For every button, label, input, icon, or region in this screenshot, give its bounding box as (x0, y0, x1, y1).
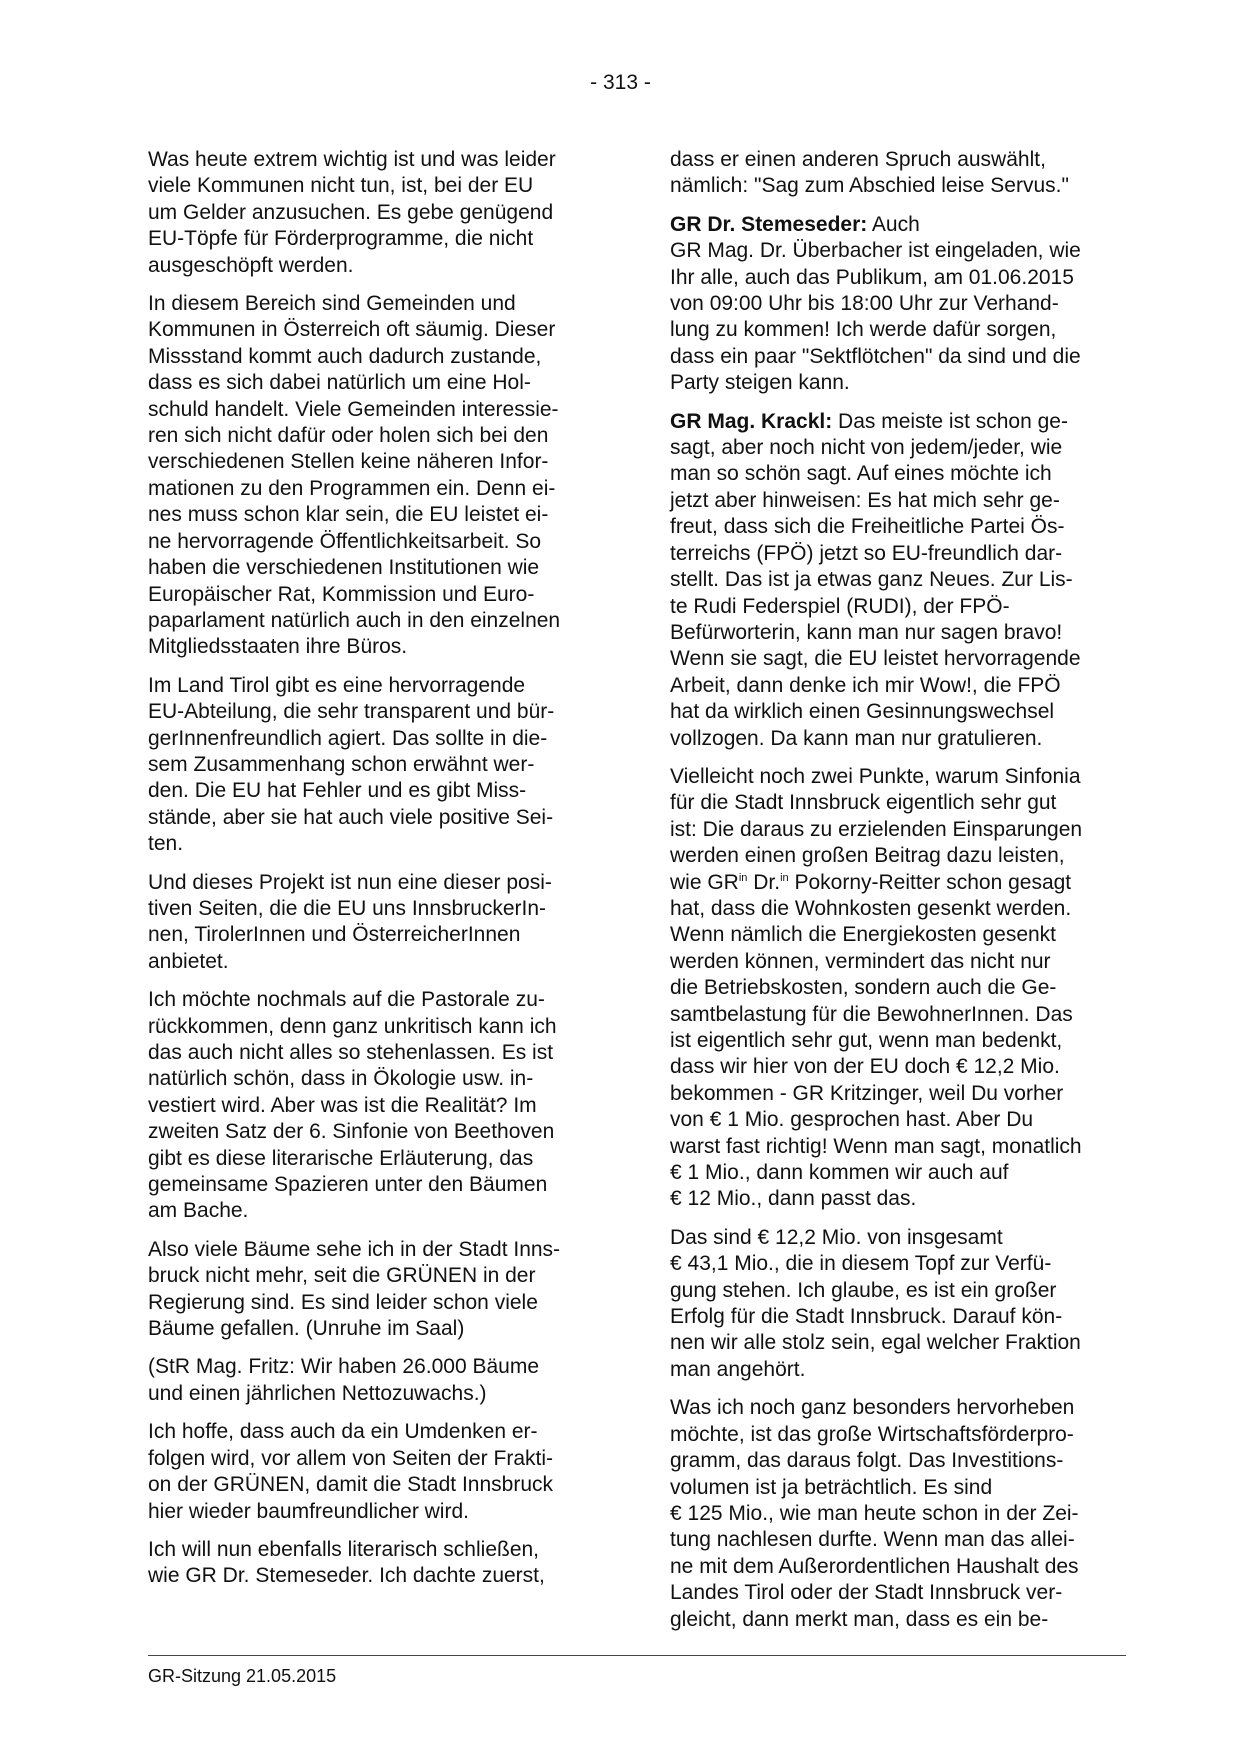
text-line: natürlich schön, dass in Ökologie usw. in- (148, 1067, 534, 1091)
text-line: GR Mag. Dr. Überbacher ist eingeladen, wie (670, 239, 1081, 263)
paragraph (148, 673, 598, 858)
text-line: von 09:00 Uhr bis 18:00 Uhr zur Verhand- (670, 292, 1059, 316)
text-line: te Rudi Federspiel (RUDI), der FPÖ- (670, 594, 1010, 618)
speaker-line (670, 212, 1120, 238)
text-line: ren sich nicht dafür oder holen sich bei den (148, 424, 549, 448)
text-line: ne hervorragende Öffentlichkeitsarbeit. So (148, 529, 542, 553)
text-line: lung zu kommen! Ich werde dafür sorgen, (670, 318, 1057, 342)
text-line: man so schön sagt. Auf eines möchte ich (670, 462, 1052, 486)
paragraph (148, 1237, 598, 1343)
text-line: terreichs (FPÖ) jetzt so EU-freundlich dar- (670, 541, 1063, 565)
text-line: gramm, das daraus folgt. Das Investitions- (670, 1449, 1064, 1473)
text-line: In diesem Bereich sind Gemeinden und (148, 292, 516, 316)
text-line: anbietet. (148, 949, 229, 973)
text-line: werden können, vermindert das nicht nur (670, 949, 1051, 973)
text-line: Ich hoffe, dass auch da ein Umdenken er- (148, 1420, 538, 1444)
text-line: (StR Mag. Fritz: Wir haben 26.000 Bäume (148, 1355, 539, 1379)
text-line: Ich möchte nochmals auf die Pastorale zu- (148, 988, 545, 1012)
speaker-name: GR Dr. Stemeseder: (670, 212, 868, 236)
paragraph (148, 1537, 598, 1590)
text-line: tung nachlesen durfte. Wenn man das allei- (670, 1528, 1075, 1552)
speech-start: Auch (867, 212, 920, 236)
text-line: verschiedenen Stellen keine näheren Infor- (148, 450, 549, 474)
text-line: warst fast richtig! Wenn man sagt, monatlich (670, 1134, 1082, 1158)
text-line: mationen zu den Programmen ein. Denn ei- (148, 476, 556, 500)
text-line: samtbelastung für die BewohnerInnen. Das (670, 1002, 1073, 1026)
text-line: Wenn sie sagt, die EU leistet hervorragende (670, 647, 1081, 671)
text-line: bekommen - GR Kritzinger, weil Du vorher (670, 1081, 1064, 1105)
text-line: Mitgliedsstaaten ihre Büros. (148, 635, 408, 659)
text-line: tiven Seiten, die die EU uns InnsbruckerIn- (148, 896, 547, 920)
text-line: Vielleicht noch zwei Punkte, warum Sinfonia (670, 764, 1081, 788)
speech-start: Das meiste ist schon ge- (832, 409, 1068, 433)
text-line: Regierung sind. Es sind leider schon viele (148, 1290, 538, 1314)
text-line: € 12 Mio., dann passt das. (670, 1187, 917, 1211)
text-line: vollzogen. Da kann man nur gratulieren. (670, 726, 1043, 750)
text-line: Also viele Bäume sehe ich in der Stadt Inns- (148, 1237, 561, 1261)
text-line: nen wir alle stolz sein, egal welcher Fraktion (670, 1331, 1081, 1355)
text-line: hat, dass die Wohnkosten gesenkt werden. (670, 896, 1072, 920)
text-line: dass ein paar "Sektflötchen" da sind und die (670, 344, 1081, 368)
text-line: gemeinsame Spazieren unter den Bäumen (148, 1173, 548, 1197)
text-line: nämlich: "Sag zum Abschied leise Servus." (670, 174, 1069, 198)
paragraph-stemeseder (670, 212, 1120, 397)
text-line: schuld handelt. Viele Gemeinden interessie- (148, 397, 559, 421)
text-line: € 125 Mio., wie man heute schon in der Zei- (670, 1501, 1079, 1525)
page-number: - 313 - (590, 71, 651, 94)
text-line: Missstand kommt auch dadurch zustande, (148, 344, 542, 368)
text-line: die Betriebskosten, sondern auch die Ge- (670, 976, 1057, 1000)
paragraph-servus (670, 147, 1120, 200)
text-line: Landes Tirol oder der Stadt Innsbruck ver- (670, 1581, 1063, 1605)
text-line: von € 1 Mio. gesprochen hast. Aber Du (670, 1108, 1034, 1132)
text-line: zweiten Satz der 6. Sinfonie von Beethoven (148, 1120, 555, 1144)
text-line: Was heute extrem wichtig ist und was leider (148, 148, 556, 171)
footer-divider (148, 1655, 1126, 1656)
text-line: ist: Die daraus zu erzielenden Einsparungen (670, 817, 1083, 841)
text-line: EU-Abteilung, die sehr transparent und bür- (148, 700, 555, 724)
text-line: hier wieder baumfreundlicher wird. (148, 1499, 469, 1523)
paragraph-funding (670, 1225, 1120, 1383)
text-line: EU-Töpfe für Förderprogramme, die nicht (148, 227, 534, 251)
right-column (670, 147, 1120, 1645)
text-line: gung stehen. Ich glaube, es ist ein großer (670, 1278, 1057, 1302)
paragraph (148, 147, 598, 279)
text-line: möchte, ist das große Wirtschaftsförderpro- (670, 1422, 1074, 1446)
text-line: nen, TirolerInnen und ÖsterreicherInnen (148, 923, 521, 947)
text-line: nes muss schon klar sein, die EU leistet ei- (148, 503, 549, 527)
text-line: gleicht, dann merkt man, dass es ein be- (670, 1607, 1049, 1631)
paragraph-krackl (670, 409, 1120, 752)
text-line: werden einen großen Beitrag dazu leisten, (670, 844, 1065, 868)
text-line: ausgeschöpft werden. (148, 253, 354, 277)
text-line: Wenn nämlich die Energiekosten gesenkt (670, 923, 1057, 947)
paragraph (148, 291, 598, 661)
text-line: ist eigentlich sehr gut, wenn man bedenkt, (670, 1029, 1063, 1052)
text-line: Arbeit, dann denke ich mir Wow!, die FPÖ (670, 673, 1061, 697)
paragraph-sinfonia (670, 764, 1120, 1213)
paragraph (148, 1419, 598, 1525)
text-line: on der GRÜNEN, damit die Stadt Innsbruck (148, 1473, 554, 1497)
left-column (148, 147, 598, 1602)
text-line: volumen ist ja beträchtlich. Es sind (670, 1475, 993, 1499)
text-line: Was ich noch ganz besonders hervorheben (670, 1396, 1075, 1420)
paragraph (148, 1354, 598, 1407)
text-line: um Gelder anzusuchen. Es gebe genügend (148, 200, 554, 224)
text-line: folgen wird, vor allem von Seiten der Frakti- (148, 1446, 553, 1470)
text-line: am Bache. (148, 1199, 249, 1223)
text-line: sem Zusammenhang schon erwähnt wer- (148, 752, 535, 776)
speaker-name: GR Mag. Krackl: (670, 409, 833, 433)
text-line: Das sind € 12,2 Mio. von insgesamt (670, 1225, 1003, 1249)
superscript: in (738, 871, 748, 884)
text-line: Im Land Tirol gibt es eine hervorragende (148, 673, 526, 697)
paragraph-investment (670, 1395, 1120, 1633)
footer-session-date: GR-Sitzung 21.05.2015 (148, 1666, 337, 1686)
text-line: das auch nicht alles so stehenlassen. Es ist (148, 1041, 554, 1064)
text-line: den. Die EU hat Fehler und es gibt Miss- (148, 779, 527, 803)
text-line: stände, aber sie hat auch viele positive Sei- (148, 805, 554, 829)
superscript: in (780, 871, 789, 884)
text-line: Party steigen kann. (670, 371, 850, 395)
text-line: gerInnenfreundlich agiert. Das sollte in die- (148, 726, 548, 750)
text-line: paparlament natürlich auch in den einzelnen (148, 608, 561, 632)
text-line: bruck nicht mehr, seit die GRÜNEN in der (148, 1264, 536, 1288)
text-line: dass wir hier von der EU doch € 12,2 Mio. (670, 1055, 1060, 1079)
text-line: für die Stadt Innsbruck eigentlich sehr gut (670, 791, 1057, 815)
text-line: Kommunen in Österreich oft säumig. Dieser (148, 318, 556, 342)
text-line: Ihr alle, auch das Publikum, am 01.06.2015 (670, 265, 1074, 289)
text-line: gibt es diese literarische Erläuterung, das (148, 1146, 534, 1170)
text-line: wie GR Dr. Stemeseder. Ich dachte zuerst, (148, 1564, 545, 1588)
text-line: und einen jährlichen Nettozuwachs.) (148, 1381, 487, 1405)
text-line: Bäume gefallen. (Unruhe im Saal) (148, 1317, 465, 1341)
text-line: Und dieses Projekt ist nun eine dieser posi- (148, 870, 552, 894)
text-line: jetzt aber hinweisen: Es hat mich sehr ge- (670, 488, 1060, 512)
text-fragment: Dr. (747, 870, 781, 894)
text-line (670, 870, 1120, 896)
paragraph (148, 987, 598, 1225)
text-line: € 1 Mio., dann kommen wir auch auf (670, 1161, 1009, 1185)
text-line: ten. (148, 832, 184, 856)
paragraph (148, 870, 598, 976)
text-line: stellt. Das ist ja etwas ganz Neues. Zur Lis- (670, 568, 1073, 592)
text-line: Ich will nun ebenfalls literarisch schließen, (148, 1537, 540, 1561)
text-line: rückkommen, denn ganz unkritisch kann ich (148, 1014, 557, 1038)
text-line: ne mit dem Außerordentlichen Haushalt des (670, 1554, 1079, 1578)
text-line: vestiert wird. Aber was ist die Realität? Im (148, 1093, 537, 1117)
text-fragment: Pokorny-Reitter schon gesagt (788, 870, 1072, 894)
text-line: dass er einen anderen Spruch auswählt, (670, 148, 1046, 171)
text-line: sagt, aber noch nicht von jedem/jeder, wie (670, 436, 1063, 460)
text-line: haben die verschiedenen Institutionen wie (148, 556, 540, 580)
text-line: Befürworterin, kann man nur sagen bravo! (670, 620, 1063, 644)
text-line: hat da wirklich einen Gesinnungswechsel (670, 700, 1055, 724)
text-line: viele Kommunen nicht tun, ist, bei der EU (148, 174, 534, 198)
text-line: man angehört. (670, 1357, 806, 1381)
text-fragment: wie GR (670, 870, 739, 894)
text-line: Europäischer Rat, Kommission und Euro- (148, 582, 535, 606)
text-line: dass es sich dabei natürlich um eine Hol- (148, 371, 531, 395)
text-line: € 43,1 Mio., die in diesem Topf zur Verfü- (670, 1252, 1052, 1276)
speaker-line (670, 409, 1120, 435)
text-line: freut, dass sich die Freiheitliche Partei Ös- (670, 515, 1065, 539)
text-line: Erfolg für die Stadt Innsbruck. Darauf kön- (670, 1305, 1063, 1329)
